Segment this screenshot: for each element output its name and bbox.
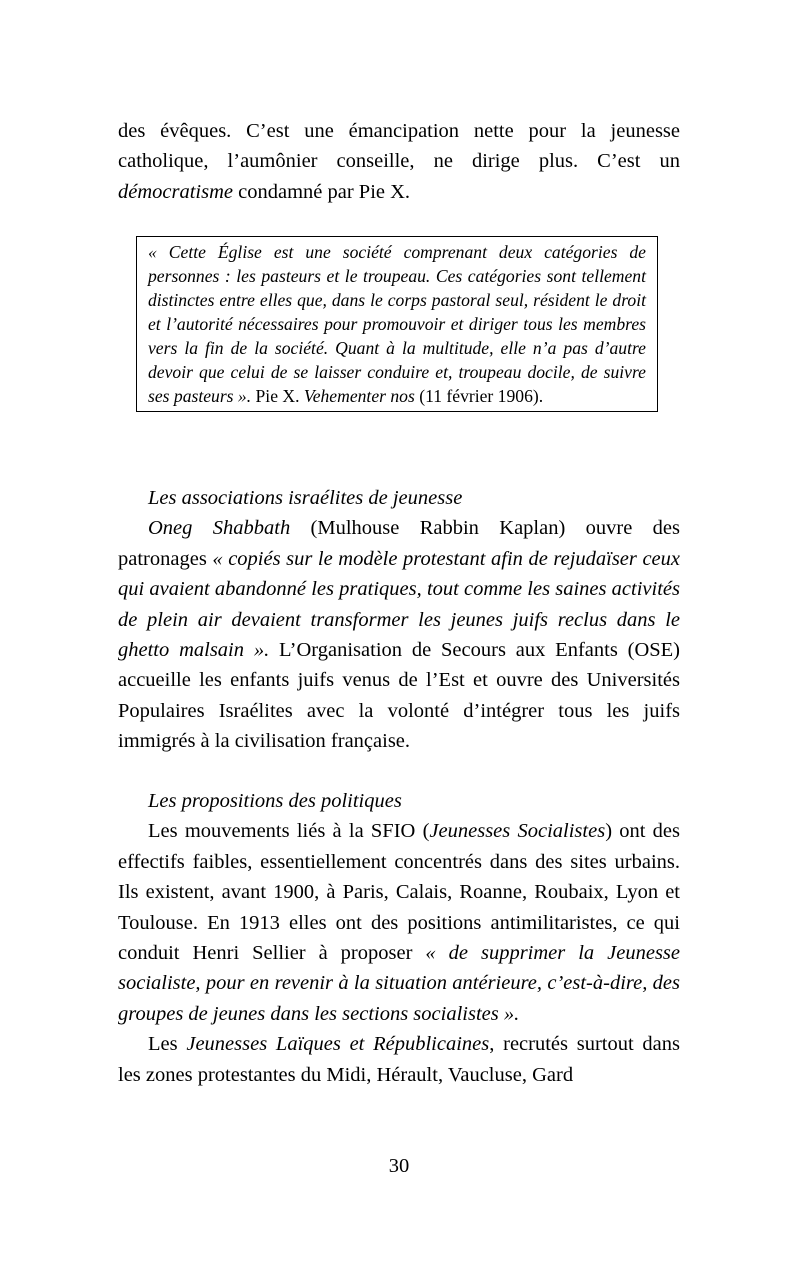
intro-paragraph-block bbox=[118, 116, 680, 207]
quote-paragraph bbox=[148, 240, 646, 408]
quote-box bbox=[136, 236, 658, 412]
body-text: ) ont des effectifs faibles, essentiellement concentrés dans des sites urbains. Ils existent, avant 1900, à Paris, Calais, Roanne, Roubaix, Lyon et Toulouse. En 1913 elles ont des positions antimilitaristes, ce qui conduit Henri Sellier à proposer bbox=[118, 820, 681, 965]
section-heading bbox=[118, 786, 680, 816]
quote-source-date: (11 février 1906). bbox=[414, 386, 544, 406]
quote-text: « Cette Église est une société comprenant deux catégories de personnes : les pasteurs et le troupeau. Ces catégories sont tellement distinctes entre elles que, dans le corps pastoral seul, résident le droit et l’autorité nécessaires pour promouvoir et diriger tous les membres vers la fin de la société. Quant à la multitude, elle n’a pas d’autre devoir que celui de se laisser conduire et, troupeau docile, de suivre ses pasteurs ». bbox=[148, 242, 646, 406]
inline-quote: « de supprimer la Jeunesse socialiste, pour en revenir à la situation antérieure, c’est-à-dire, des groupes de jeunes dans les sections socialistes ». bbox=[118, 942, 680, 1025]
body-text: (Mulhouse Rabbin Kaplan) ouvre des patronages bbox=[118, 517, 680, 570]
organization-name: Jeunesses Socialistes bbox=[429, 820, 606, 843]
inline-quote: « copiés sur le modèle protestant afin de rejudaïser ceux qui avaient abandonné les pratiques, tout comme les saines activités de plein air devaient transformer les jeunes juifs reclus dans le ghetto malsain ». bbox=[118, 547, 681, 662]
organization-name: Jeunesses Laïques et Républicaines bbox=[186, 1033, 490, 1056]
intro-paragraph bbox=[118, 116, 680, 207]
quote-source-title: Vehementer nos bbox=[303, 386, 415, 406]
body-paragraph bbox=[118, 816, 680, 1029]
section-heading bbox=[118, 483, 680, 513]
intro-emphasis: démocratisme bbox=[118, 180, 234, 203]
section-politiques bbox=[118, 786, 680, 1090]
body-paragraph bbox=[118, 1029, 680, 1090]
body-text: L’Organisation de Secours aux Enfants (OSE) accueille les enfants juifs venus de l’Est et ouvre des Universités Populaires Israélites avec la volonté d’intégrer tous les juifs immigrés à la civilisation française. bbox=[118, 639, 681, 753]
section-heading-text: Les propositions des politiques bbox=[148, 790, 402, 812]
organization-name: Oneg Shabbath bbox=[148, 517, 291, 540]
body-text: Les bbox=[148, 1033, 187, 1056]
body-text: , recrutés surtout dans les zones protestantes du Midi, Hérault, Vaucluse, Gard bbox=[118, 1033, 680, 1086]
section-heading-text: Les associations israélites de jeunesse bbox=[148, 487, 463, 509]
body-paragraph bbox=[118, 513, 680, 756]
section-israelites bbox=[118, 483, 680, 757]
quote-attribution: Pie X. bbox=[251, 386, 304, 406]
page-number: 30 bbox=[388, 1155, 410, 1177]
intro-text-end: condamné par Pie X. bbox=[233, 180, 411, 203]
intro-text: des évêques. C’est une émancipation nette pour la jeunesse catholique, l’aumônier conseille, ne dirige plus. C’est un bbox=[118, 120, 680, 173]
body-text: Les mouvements liés à la SFIO ( bbox=[148, 820, 430, 843]
